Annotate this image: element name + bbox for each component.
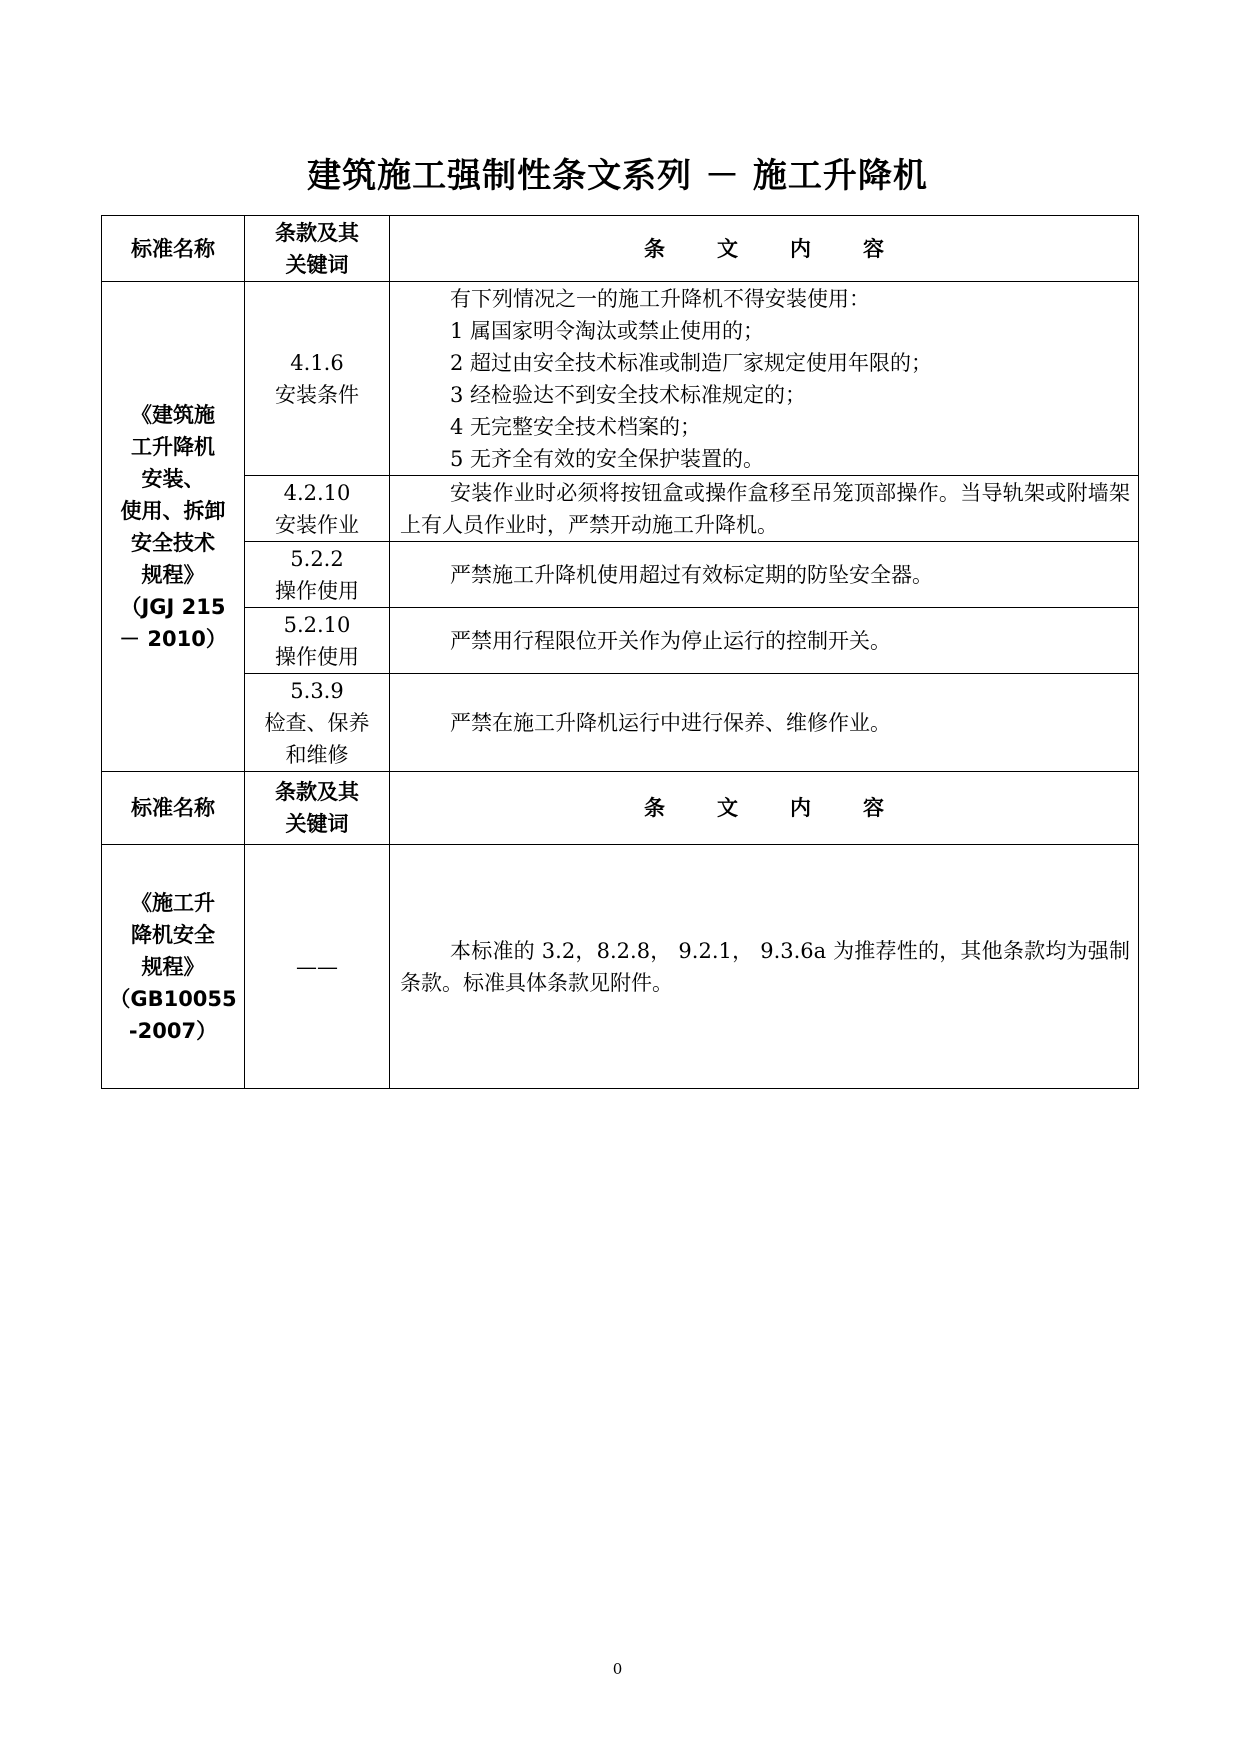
content-item: 4 无完整安全技术档案的； — [450, 414, 702, 439]
header-clause-line2: 关键词 — [285, 252, 349, 277]
header-content — [390, 216, 1139, 282]
content-text: 安装作业时必须将按钮盒或操作盒移至吊笼顶部操作。当导轨架或附墙架上有人员作业时，严禁开动施工升降机。 — [400, 480, 1130, 537]
standard-name-line: 《建筑施 — [131, 402, 215, 427]
clause-content — [390, 282, 1139, 476]
clause-cell — [245, 608, 390, 674]
clause-keyword: 操作使用 — [275, 644, 359, 669]
header-content-char: 条 — [644, 236, 665, 261]
header-clause-line1: 条款及其 — [275, 220, 359, 245]
standard-name-line: 安全技术 — [131, 530, 215, 555]
clause-number: 5.2.2 — [290, 546, 344, 571]
header-content-char: 容 — [863, 236, 884, 261]
standard-name-line: 《施工升 — [131, 890, 215, 915]
clause-keyword: 和维修 — [285, 742, 349, 767]
header-clause-keyword — [245, 772, 390, 845]
standard-name-line: （JGJ 215 — [120, 594, 226, 619]
clause-number: 4.1.6 — [290, 350, 344, 375]
content-item: 1 属国家明令淘汰或禁止使用的； — [450, 318, 765, 343]
clause-cell — [245, 282, 390, 476]
table-header-row — [102, 216, 1139, 282]
header-content-char: 文 — [717, 236, 738, 261]
table-row — [102, 674, 1139, 772]
content-text: 严禁用行程限位开关作为停止运行的控制开关。 — [450, 628, 891, 653]
standard-name-line: 工升降机 — [131, 434, 215, 459]
clause-keyword: 安装条件 — [275, 382, 359, 407]
standard-name-gb10055 — [102, 845, 245, 1089]
clause-content — [390, 476, 1139, 542]
header-standard-name: 标准名称 — [102, 772, 245, 845]
table-row — [102, 282, 1139, 476]
clause-content — [390, 608, 1139, 674]
header-content-char: 内 — [790, 236, 811, 261]
clause-cell — [245, 542, 390, 608]
header-content-char: 文 — [717, 796, 738, 820]
standard-name-line: － 2010） — [119, 626, 227, 651]
header-clause-line1: 条款及其 — [275, 780, 359, 804]
content-item: 3 经检验达不到安全技术标准规定的； — [450, 382, 807, 407]
clause-number: 4.2.10 — [283, 480, 351, 505]
table-row — [102, 476, 1139, 542]
header-content-char: 容 — [863, 796, 884, 820]
page-title: 建筑施工强制性条文系列 － 施工升降机 — [307, 156, 928, 196]
content-text: 严禁施工升降机使用超过有效标定期的防坠安全器。 — [450, 562, 933, 587]
content-text: 本标准的 3.2，8.2.8， 9.2.1， 9.3.6a 为推荐性的，其他条款均为强制条款。标准具体条款见附件。 — [400, 938, 1130, 995]
standard-name-line: 安装、 — [141, 466, 205, 491]
table-row — [102, 608, 1139, 674]
table-header-row — [102, 772, 1139, 845]
standard-name-line: 降机安全 — [131, 922, 215, 947]
header-content-char: 内 — [790, 796, 811, 820]
clause-keyword: 检查、保养 — [264, 710, 370, 735]
header-clause-keyword — [245, 216, 390, 282]
table-row — [102, 845, 1139, 1089]
header-content — [390, 772, 1139, 845]
header-standard-name: 标准名称 — [102, 216, 245, 282]
content-item: 2 超过由安全技术标准或制造厂家规定使用年限的； — [450, 350, 933, 375]
clause-keyword: 操作使用 — [275, 578, 359, 603]
standard-name-line: 使用、拆卸 — [120, 498, 226, 523]
standard-name-jgj215 — [102, 282, 245, 772]
clause-dash: —— — [296, 954, 338, 979]
clause-content — [390, 674, 1139, 772]
page-number: 0 — [612, 1660, 623, 1678]
standard-name-line: -2007） — [128, 1018, 218, 1043]
clause-number: 5.3.9 — [290, 678, 344, 703]
header-clause-line2: 关键词 — [285, 812, 349, 836]
standard-name-line: 规程》 — [141, 562, 205, 587]
content-item: 5 无齐全有效的安全保护装置的。 — [450, 446, 765, 471]
clause-cell — [245, 476, 390, 542]
standard-name-line: 规程》 — [141, 954, 205, 979]
clause-keyword: 安装作业 — [275, 512, 359, 537]
clause-content — [390, 542, 1139, 608]
clause-cell — [245, 674, 390, 772]
clause-number: 5.2.10 — [283, 612, 351, 637]
clause-content — [390, 845, 1139, 1089]
standards-table — [101, 215, 1139, 1089]
content-text: 严禁在施工升降机运行中进行保养、维修作业。 — [450, 710, 891, 735]
table-row — [102, 542, 1139, 608]
header-content-char: 条 — [644, 796, 665, 820]
standard-name-line: （GB10055 — [109, 986, 237, 1011]
clause-cell — [245, 845, 390, 1089]
content-intro: 有下列情况之一的施工升降机不得安装使用： — [450, 286, 870, 311]
